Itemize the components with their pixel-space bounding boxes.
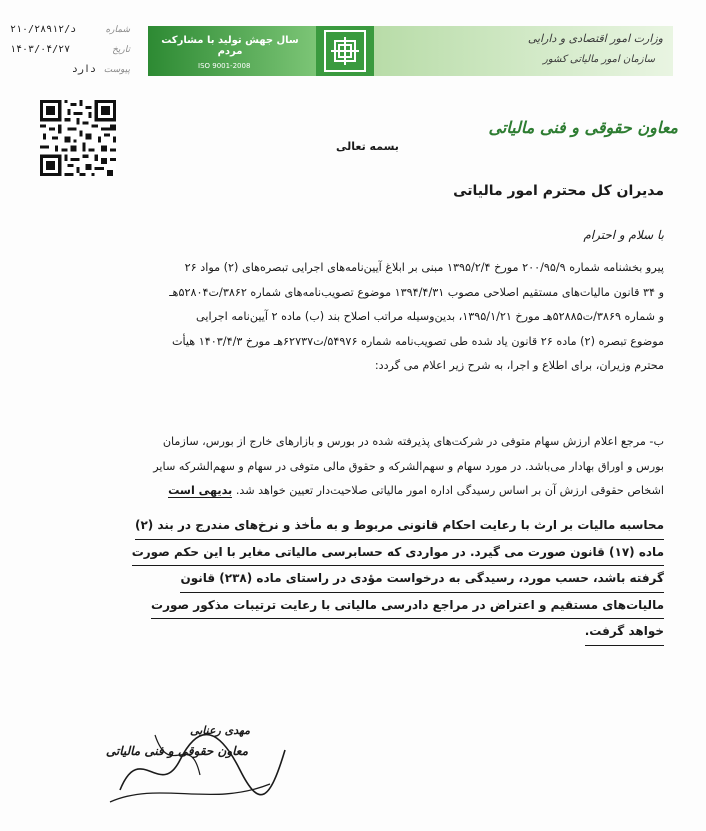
emphasized-line: خواهد گرفت. [585,619,664,646]
tax-organization-emblem-icon [316,26,374,76]
emblem-graphic [323,29,367,73]
paragraph-line: بورس و اوراق بهادار می‌باشد. در مورد سهام و سهم‌الشرکه و حقوق مالی متوفی در سهام و سهم‌الشرکه سایر [153,459,664,473]
signer-title: معاون حقوقی و فنی مالیاتی [105,744,248,758]
signer-name: مهدی رعنایی [190,724,250,737]
paragraph-line: ب- مرجع اعلام ارزش سهام متوفی در شرکت‌های پذیرفته شده در بورس و بازارهای خارج از بورس، سازمان [162,435,664,448]
paragraph-line-text: اشخاص حقوقی ارزش آن بر اساس رسیدگی اداره امور مالیاتی صلاحیت‌دار تعیین خواهد شد. [235,484,664,497]
attachment-value: دارد [71,64,96,75]
date-value: ۱۴۰۳/۰۴/۲۷ [10,44,71,55]
paragraph-line: موضوع تبصره (۲) ماده ۲۶ قانون یاد شده طی تصویب‌نامه شماره ۵۴۹۷۶/ت۶۲۷۳۷هـ مورخ ۱۴۰۳/۴/۳ هیأت [171,334,664,348]
paragraph-line: و شماره ۳۸۶۹/ت۵۲۸۸۵هـ مورخ ۱۳۹۵/۱/۲۱، بدین‌وسیله مراتب اصلاح بند (ب) ماده ۲ آیین‌نامه اجرایی [196,310,664,323]
emphasized-provision [42,513,664,646]
signature-block [100,720,290,810]
year-slogan: سال جهش تولید با مشارکت مردم [161,35,299,57]
paragraph-line: پیرو بخشنامه شماره ۲۰۰/۹۵/۹ مورخ ۱۳۹۵/۲/۴ مبنی بر ابلاغ آیین‌نامه‌های اجرایی تبصره‌های (۲) مواد ۲۶ [184,261,664,274]
iso-certificate: ISO 9001-2008 [198,62,251,70]
letter-number-row [10,20,130,40]
attachment-label: پیوست [103,65,130,75]
paragraph-line: و ۳۴ قانون مالیات‌های مستقیم اصلاحی مصوب ۱۳۹۴/۴/۳۱ موضوع تصویب‌نامه‌های شماره ۳۸۶۲/ت۵۲۸۰۴هـ [169,285,664,299]
number-value: ۲۱۰/۲۸۹۱۲/د [10,24,77,35]
bold-lead-in: بدیهی است [168,484,233,497]
issuing-unit-title: معاون حقوقی و فنی مالیاتی [488,118,678,137]
qr-code-icon [40,100,116,176]
emphasized-line: محاسبه مالیات بر ارث با رعایت احکام قانونی مربوط و به مأخذ و نرخ‌های مندرج در بند (۲) [135,513,664,540]
paragraph-clause-b [42,430,664,504]
paragraph-line [42,479,664,504]
slogan-panel [148,26,316,76]
greeting: با سلام و احترام [583,228,664,242]
letter-metadata [10,20,130,80]
letter-date-row [10,40,130,60]
header-banner [148,26,673,76]
paragraph-line: محترم وزیران، برای اطلاع و اجرا، به شرح زیر اعلام می گردد: [374,359,664,372]
emphasized-line: گرفته باشد، حسب مورد، رسیدگی به درخواست مؤدی در راستای ماده (۲۳۸) قانون [180,566,664,593]
organization-name: سازمان امور مالیاتی کشور [543,54,655,65]
paragraph-reference [42,256,664,379]
addressee: مدیران کل محترم امور مالیاتی [453,183,664,199]
letter-attachment-row [10,60,130,80]
emphasized-line: ماده (۱۷) قانون صورت می گیرد. در مواردی که حسابرسی مالیاتی مغایر با این حکم صورت [132,540,664,567]
ministry-name: وزارت امور اقتصادی و دارایی [527,32,663,45]
bismillah: بسمه تعالی [336,140,399,153]
date-label: تاریخ [112,45,130,55]
emphasized-line: مالیات‌های مستقیم و اعتراض در مراجع دادرسی مالیاتی با رعایت ترتیبات مذکور صورت [151,593,664,620]
ministry-panel [374,26,673,76]
number-label: شماره [105,25,130,35]
